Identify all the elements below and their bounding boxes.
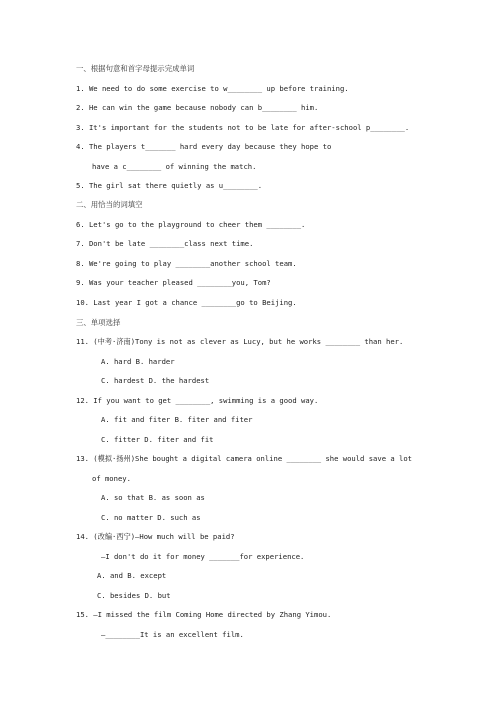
question-2: 2. He can win the game because nobody can b________ him.: [76, 103, 319, 112]
question-13-options-ab: A. so that B. as soon as: [101, 493, 205, 502]
question-10: 10. Last year I got a chance ________go to Beijing.: [76, 298, 297, 307]
question-9: 9. Was your teacher pleased ________you, Tom?: [76, 278, 271, 287]
question-14: 14. (改编·西宁)—How much will be paid?: [76, 532, 235, 541]
question-15-reply: —________It is an excellent film.: [101, 630, 244, 639]
question-12-options-ab: A. fit and fiter B. fiter and fiter: [101, 415, 253, 424]
section-heading-1: 一、根据句意和首字母提示完成单词: [76, 64, 195, 73]
question-1: 1. We need to do some exercise to w________ up before training.: [76, 84, 349, 93]
question-11-options-cd: C. hardest D. the hardest: [101, 376, 210, 385]
question-14-options-ab: A. and B. except: [97, 571, 167, 580]
question-14-options-cd: C. besides D. but: [97, 591, 171, 600]
question-4-continued: have a c________ of winning the match.: [92, 162, 257, 171]
question-13-options-cd: C. no matter D. such as: [101, 513, 201, 522]
question-11: 11. (中考·济南)Tony is not as clever as Lucy, but he works ________ than her.: [76, 337, 404, 346]
question-6: 6. Let's go to the playground to cheer them ________.: [76, 220, 306, 229]
section-heading-3: 三、单项选择: [76, 318, 121, 327]
question-4: 4. The players t_______ hard every day because they hope to: [76, 142, 332, 151]
question-8: 8. We're going to play ________another school team.: [76, 259, 297, 268]
question-13: 13. (模拟·扬州)She bought a digital camera online ________ she would save a lot: [76, 454, 412, 463]
question-3: 3. It's important for the students not to be late for after-school p________.: [76, 123, 410, 132]
question-13-continued: of money.: [92, 474, 131, 483]
section-heading-2: 二、用恰当的词填空: [76, 200, 143, 209]
question-7: 7. Don't be late ________class next time.: [76, 239, 254, 248]
question-5: 5. The girl sat there quietly as u________.: [76, 181, 263, 190]
question-14-reply: —I don't do it for money _______for experience.: [101, 552, 305, 561]
question-12: 12. If you want to get ________, swimming is a good way.: [76, 396, 319, 405]
question-15: 15. —I missed the film Coming Home directed by Zhang Yimou.: [76, 610, 332, 619]
question-11-options-ab: A. hard B. harder: [101, 357, 175, 366]
question-12-options-cd: C. fitter D. fiter and fit: [101, 435, 214, 444]
